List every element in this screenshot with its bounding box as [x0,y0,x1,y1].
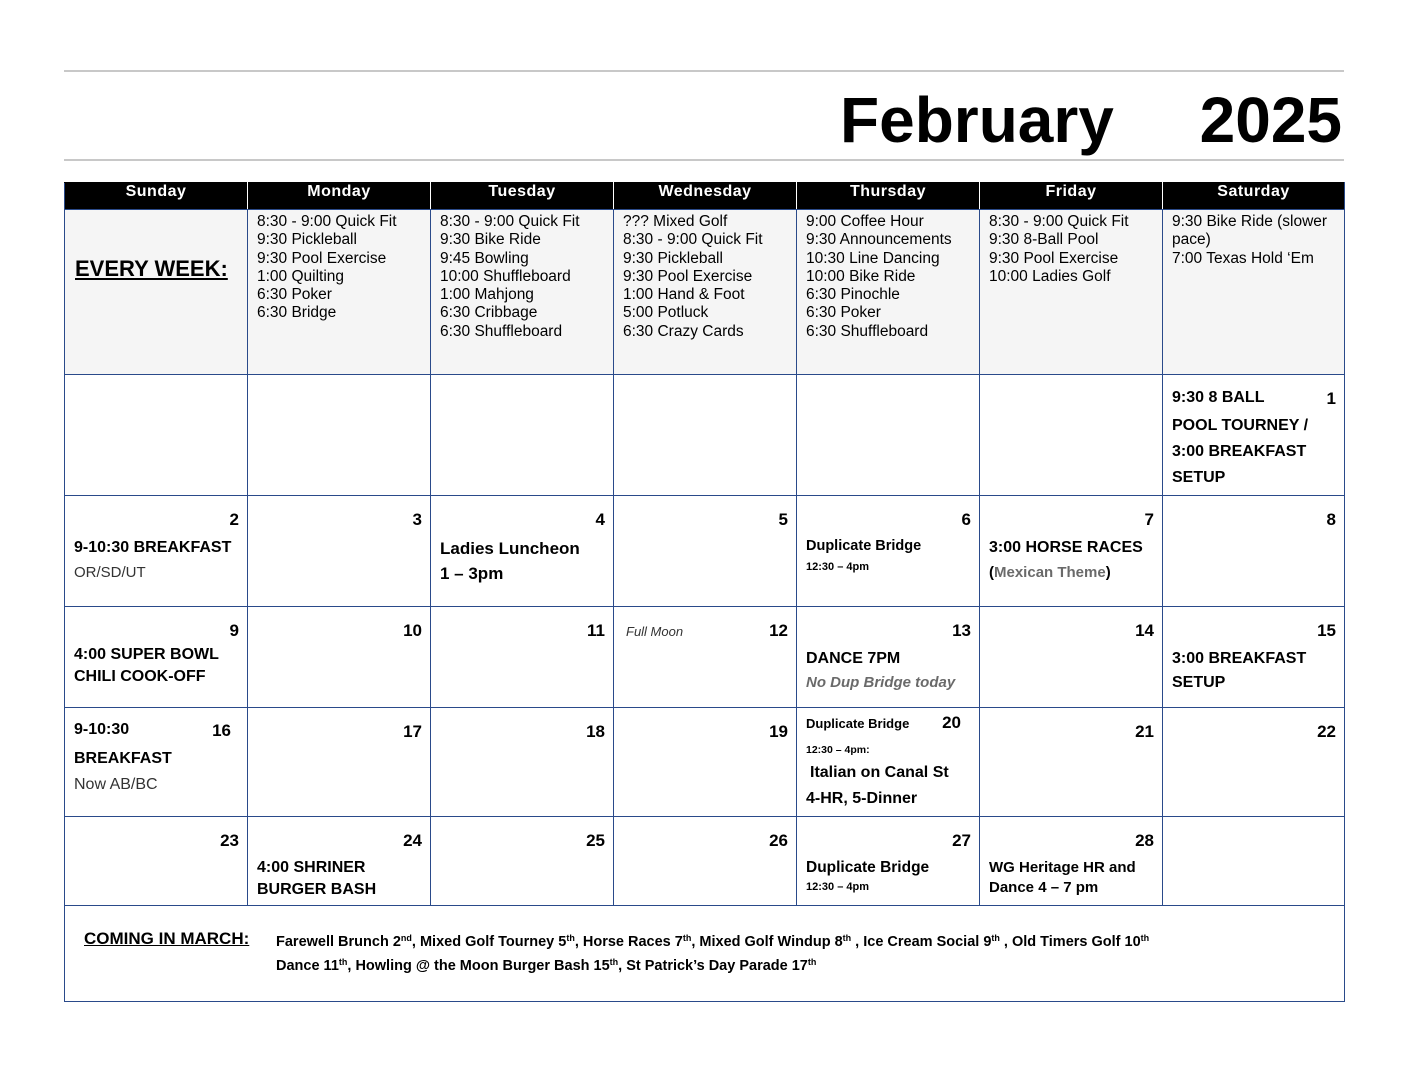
day-cell-4 [431,496,614,607]
coming-in-march-row [65,906,1345,1002]
event-text: 9:30 8 BALL [1172,389,1265,406]
event-time: 12:30 – 4pm: [806,744,870,756]
coming-in-march-list [276,930,1149,978]
day-number: 22 [1317,722,1336,741]
event-text: 3:00 BREAKFAST [1172,443,1307,460]
every-week-label: EVERY WEEK: [75,256,228,281]
week-row-3 [65,607,1345,708]
every-week-label-cell [65,210,248,375]
event-text: Duplicate Bridge [806,859,930,876]
day-number: 1 [1326,389,1336,408]
day-cell-empty [65,375,248,496]
coming-item: Dance 11 [276,958,339,974]
event-text: 3:00 BREAKFAST [1172,650,1307,667]
day-cell-12 [614,607,797,708]
weekly-list-tuesday: 8:30 - 9:00 Quick Fit 9:30 Bike Ride 9:45 Bowling 10:00 Shuffleboard 1:00 Mahjong 6:30 Cribbage 6:30 Shuffleboard [440,213,580,340]
week-row-5 [65,817,1345,906]
event-text: WG Heritage HR and [989,859,1136,876]
weekly-list-saturday: 9:30 Bike Ride (slower pace) 7:00 Texas Hold ‘Em [1172,213,1328,267]
day-cell-14 [980,607,1163,708]
day-header-row [65,183,1345,210]
day-cell-23 [65,817,248,906]
event-text: Duplicate Bridge [806,538,922,554]
coming-item: , Horse Races 7 [574,934,683,950]
day-cell-21 [980,708,1163,817]
weekly-list-thursday: 9:00 Coffee Hour 9:30 Announcements 10:30 Line Dancing 10:00 Bike Ride 6:30 Pinochle 6:30 Poker 6:30 Shuffleboard [806,213,952,340]
day-cell-16 [65,708,248,817]
weekly-list-friday: 8:30 - 9:00 Quick Fit 9:30 8-Ball Pool 9:30 Pool Exercise 10:00 Ladies Golf [989,213,1129,285]
day-cell-empty [797,375,980,496]
event-text: CHILI COOK-OFF [74,668,206,685]
day-cell-19 [614,708,797,817]
top-rule [64,70,1344,72]
event-text: 4:00 SHRINER [257,859,366,876]
day-cell-empty [431,375,614,496]
ordinal-suffix: th [842,933,852,943]
day-number: 19 [769,722,788,741]
day-number: 14 [1135,621,1154,640]
day-number: 12 [769,621,788,640]
day-cell-empty [1163,817,1345,906]
day-number: 18 [586,722,605,741]
day-header-wednesday: Wednesday [614,183,797,210]
day-header-tuesday: Tuesday [431,183,614,210]
day-header-sunday: Sunday [65,183,248,210]
event-text: SETUP [1172,674,1226,691]
day-cell-24 [248,817,431,906]
ordinal-suffix: th [338,957,348,967]
week-row-4 [65,708,1345,817]
coming-line-2 [276,954,1149,978]
event-text: 3:00 HORSE RACES [989,539,1143,556]
event-text: 4-HR, 5-Dinner [806,790,918,807]
event-text: SETUP [1172,469,1226,486]
ordinal-suffix: th [566,933,575,943]
event-subtext [989,564,1154,581]
day-cell-18 [431,708,614,817]
paren-open: ( [989,564,994,581]
day-cell-13 [797,607,980,708]
every-week-saturday [1163,210,1345,375]
event-text: DANCE 7PM [806,650,901,667]
day-cell-27 [797,817,980,906]
day-cell-20 [797,708,980,817]
day-number: 13 [952,621,971,640]
calendar-grid [64,182,1345,1002]
event-text: 9-10:30 [74,721,130,738]
event-text: Duplicate Bridge [806,716,910,731]
event-subtext: Now AB/BC [74,776,158,793]
day-number: 7 [1144,510,1154,529]
coming-item: , Mixed Golf Windup 8 [691,934,843,950]
event-subtext: OR/SD/UT [74,564,146,581]
ordinal-suffix: th [991,933,1000,943]
weekly-list-wednesday: ??? Mixed Golf 8:30 - 9:00 Quick Fit 9:30 Pickleball 9:30 Pool Exercise 1:00 Hand & Foot 5:00 Potluck 6:30 Crazy Cards [623,213,763,340]
day-cell-empty [248,375,431,496]
day-number: 23 [220,831,239,850]
title-year: 2025 [1199,84,1342,156]
day-number: 24 [403,831,422,850]
coming-item: , Ice Cream Social 9 [851,934,992,950]
day-cell-26 [614,817,797,906]
week-row-1 [65,375,1345,496]
ordinal-suffix: th [609,957,619,967]
every-week-wednesday [614,210,797,375]
coming-item: , Old Timers Golf 10 [999,934,1141,950]
day-cell-11 [431,607,614,708]
coming-item: , Howling @ the Moon Burger Bash 15 [347,958,610,974]
day-header-thursday: Thursday [797,183,980,210]
event-time: 12:30 – 4pm [806,561,869,573]
coming-line-1 [276,930,1149,954]
title-rule [64,159,1344,161]
event-subtext: No Dup Bridge today [806,674,956,691]
day-number: 9 [229,621,239,640]
day-header-monday: Monday [248,183,431,210]
day-cell-22 [1163,708,1345,817]
moon-note: Full Moon [626,624,684,639]
day-cell-17 [248,708,431,817]
ordinal-suffix: th [807,957,817,967]
day-number: 4 [595,510,605,529]
day-number: 26 [769,831,788,850]
title-month: February [840,84,1114,156]
ordinal-suffix: th [682,933,692,943]
day-cell-2 [65,496,248,607]
event-text: Ladies Luncheon [440,539,580,558]
day-number: 21 [1135,722,1154,741]
every-week-row [65,210,1345,375]
day-cell-7 [980,496,1163,607]
event-text: POOL TOURNEY / [1172,417,1309,434]
event-time: 12:30 – 4pm [806,881,869,893]
page-title [64,82,1344,158]
day-cell-6 [797,496,980,607]
event-text: 1 – 3pm [440,564,504,583]
day-cell-15 [1163,607,1345,708]
coming-in-march-cell [65,906,1345,1002]
ordinal-suffix: th [1140,933,1150,943]
day-cell-9 [65,607,248,708]
event-text: 9-10:30 BREAKFAST [74,539,232,556]
day-number: 2 [229,510,239,529]
day-cell-3 [248,496,431,607]
day-number: 17 [403,722,422,741]
day-cell-28 [980,817,1163,906]
every-week-monday [248,210,431,375]
every-week-tuesday [431,210,614,375]
every-week-thursday [797,210,980,375]
day-cell-1 [1163,375,1345,496]
day-number: 27 [952,831,971,850]
day-number: 25 [586,831,605,850]
day-header-friday: Friday [980,183,1163,210]
day-number: 5 [778,510,788,529]
day-number: 8 [1326,510,1336,529]
event-text: 4:00 SUPER BOWL [74,646,219,663]
event-text: BURGER BASH [257,881,377,898]
event-text: BREAKFAST [74,750,172,767]
day-cell-25 [431,817,614,906]
day-cell-empty [614,375,797,496]
day-number: 3 [412,510,422,529]
weekly-list-monday: 8:30 - 9:00 Quick Fit 9:30 Pickleball 9:30 Pool Exercise 1:00 Quilting 6:30 Poker 6:30 Bridge [257,213,397,322]
event-text: Dance 4 – 7 pm [989,879,1099,896]
theme-text: Mexican Theme [994,564,1106,581]
coming-item: , Mixed Golf Tourney 5 [411,934,567,950]
ordinal-suffix: nd [400,933,412,943]
every-week-friday [980,210,1163,375]
day-number: 10 [403,621,422,640]
event-text: Italian on Canal St [810,764,949,781]
day-cell-empty [980,375,1163,496]
coming-in-march-label: COMING IN MARCH: [84,929,250,948]
week-row-2 [65,496,1345,607]
day-number: 28 [1135,831,1154,850]
day-number: 15 [1317,621,1336,640]
day-cell-8 [1163,496,1345,607]
coming-item: Farewell Brunch 2 [276,934,401,950]
coming-item: , St Patrick’s Day Parade 17 [618,958,808,974]
day-number: 6 [961,510,971,529]
day-header-saturday: Saturday [1163,183,1345,210]
day-cell-10 [248,607,431,708]
day-number: 11 [587,621,605,640]
day-number: 20 [942,713,961,732]
paren-close: ) [1105,564,1111,581]
day-number: 16 [212,721,231,740]
day-cell-5 [614,496,797,607]
